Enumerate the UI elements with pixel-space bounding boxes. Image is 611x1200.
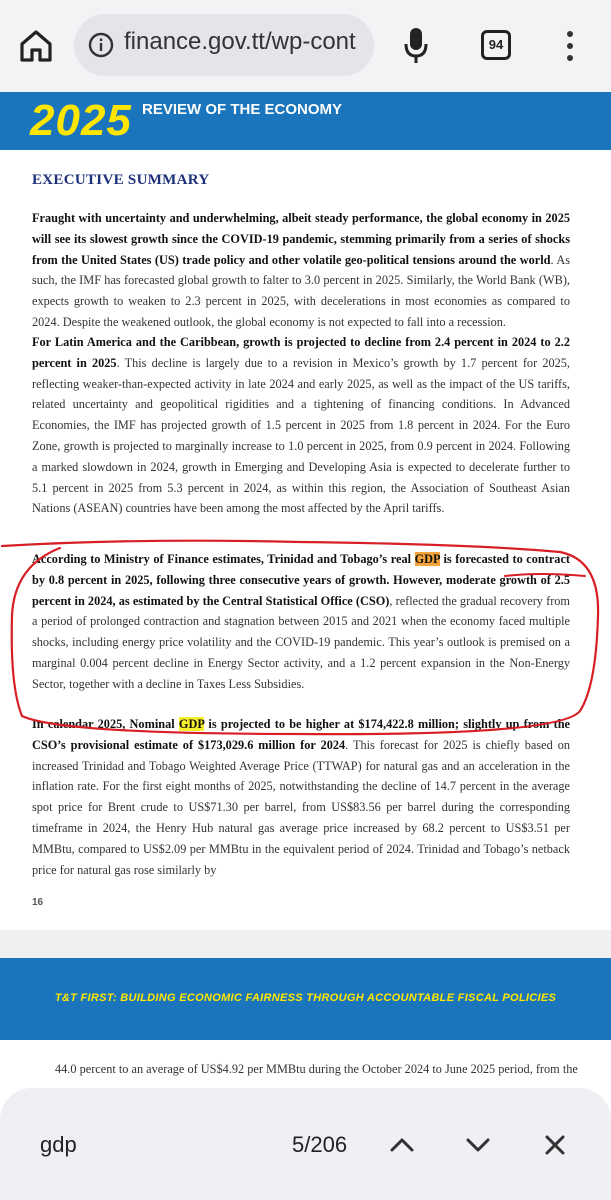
chevron-up-icon[interactable] <box>387 1130 417 1160</box>
paragraph-tt-real-gdp <box>32 549 570 695</box>
find-input[interactable]: gdp <box>40 1132 77 1157</box>
paragraph-tt-lead: According to Ministry of Finance estimates, Trinidad and Tobago’s real <box>32 552 415 566</box>
paragraph-nominal-body: . This forecast for 2025 is chiefly based on increased Trinidad and Tobago Weighted Average Price (TTWAP) for natural gas and an acceleration in the inflation rate. For the first eight months of 2025, notwithstanding the decline of 14.7 percent in the average spot price for Brent crude to US$71.30 per barrel, from US$83.56 per barrel during the corresponding timeframe in 2024, the Henry Hub natural gas average price increased by 68.2 percent to US$3.51 per MMBtu, compared to US$2.09 per MMBtu in the equivalent period of 2024. Trinidad and Tobago’s netback price for natural gas rose similarly by <box>32 737 570 877</box>
chevron-down-icon[interactable] <box>463 1130 493 1160</box>
tabs-icon[interactable]: 94 <box>481 30 511 60</box>
close-icon[interactable] <box>540 1130 570 1160</box>
document-page <box>0 150 611 930</box>
header-title: REVIEW OF THE ECONOMY <box>142 101 343 118</box>
paragraph-nominal-lead-cont: is projected to be higher at $174,422.8 million; slightly up from the CSO’s provisional estimate of $173,029.6 million for 2024 <box>32 717 570 752</box>
paragraph-tt-lead-cont: is forecasted to contract by 0.8 percent in 2025, following three consecutive years of growth. However, moderate growth of 2.5 percent in 2024, as estimated by the Central Statistical Office (CSO) <box>32 552 570 608</box>
search-match-active: GDP <box>414 552 440 566</box>
next-page-text: 44.0 percent to an average of US$4.92 per MMBtu during the October 2024 to June 2025 period, from the <box>55 1062 578 1076</box>
find-in-page-bar <box>0 1088 611 1200</box>
address-bar[interactable] <box>74 14 374 76</box>
mic-icon[interactable] <box>404 26 428 66</box>
document-header <box>0 92 611 150</box>
find-match-count: 5/206 <box>292 1132 348 1157</box>
page-gap <box>0 930 611 958</box>
header-year: 2025 <box>30 96 132 145</box>
paragraph-global-body: . As such, the IMF has forecasted global growth to falter to 3.0 percent in 2025. Similarly, the World Bank (WB), expects growth to weaken to 2.3 percent in 2025, with decelerations in most economies as compared to 2024. Despite the weakened outlook, the global economy is not expected to fall into a recession. <box>32 252 570 329</box>
paragraph-global-lead: Fraught with uncertainty and underwhelming, albeit steady performance, the global economy in 2025 will see its slowest growth since the COVID-19 pandemic, stemming primarily from a series of shocks from the United States (US) trade policy and other volatile geo-political tensions around the world <box>32 211 570 267</box>
url-text[interactable]: finance.gov.tt/wp-cont <box>124 28 356 55</box>
home-icon[interactable] <box>18 28 54 64</box>
browser-toolbar <box>0 0 611 92</box>
more-icon[interactable] <box>560 28 580 64</box>
paragraph-global <box>32 208 570 333</box>
footer-slogan: T&T FIRST: BUILDING ECONOMIC FAIRNESS THROUGH ACCOUNTABLE FISCAL POLICIES <box>54 992 557 1004</box>
paragraph-tt-body: , reflected the gradual recovery from a period of prolonged contraction and stagnation between 2015 and 2021 when the economy faced multiple shocks, including energy price volatility and the COVID-19 pandemic. This year’s outlook is premised on a marginal 0.004 percent decline in Energy Sector activity, and a 1.2 percent expansion in the Non-Energy Sector, together with a decline in Taxes Less Subsidies. <box>32 593 571 691</box>
paragraph-latam <box>32 332 570 519</box>
paragraph-latam-body: . This decline is largely due to a revision in Mexico’s growth by 1.7 percent for 2025, reflecting weaker-than-expected activity in late 2024 and early 2025, as well as the impact of the US tariffs, related uncertainty and geopolitical rigidities and a tightening of financing conditions. In Advanced Economies, the IMF has projected growth of 1.5 percent in 2025 from 1.8 percent in 2024. For the Euro Zone, growth is projected to marginally increase to 1.0 percent in 2025, from 0.9 percent in 2024. Following a marked slowdown in 2024, growth in Emerging and Developing Asia is expected to decelerate further to 5.1 percent in 2025 from 5.3 percent in 2024, as within this region, the Association of Southeast Asian Nations (ASEAN) countries have been among the most affected by the April tariffs. <box>32 355 570 516</box>
paragraph-nominal-lead: In calendar 2025, Nominal <box>32 717 179 731</box>
page-number: 16 <box>32 897 44 908</box>
paragraph-latam-lead: For Latin America and the Caribbean, growth is projected to decline from 2.4 percent in 2024 to 2.2 percent in 2025 <box>32 335 570 370</box>
section-heading: EXECUTIVE SUMMARY <box>32 172 210 188</box>
info-icon[interactable] <box>88 32 114 58</box>
document-footer <box>0 958 611 1040</box>
search-match: GDP <box>178 717 205 731</box>
paragraph-nominal-gdp <box>32 714 570 880</box>
